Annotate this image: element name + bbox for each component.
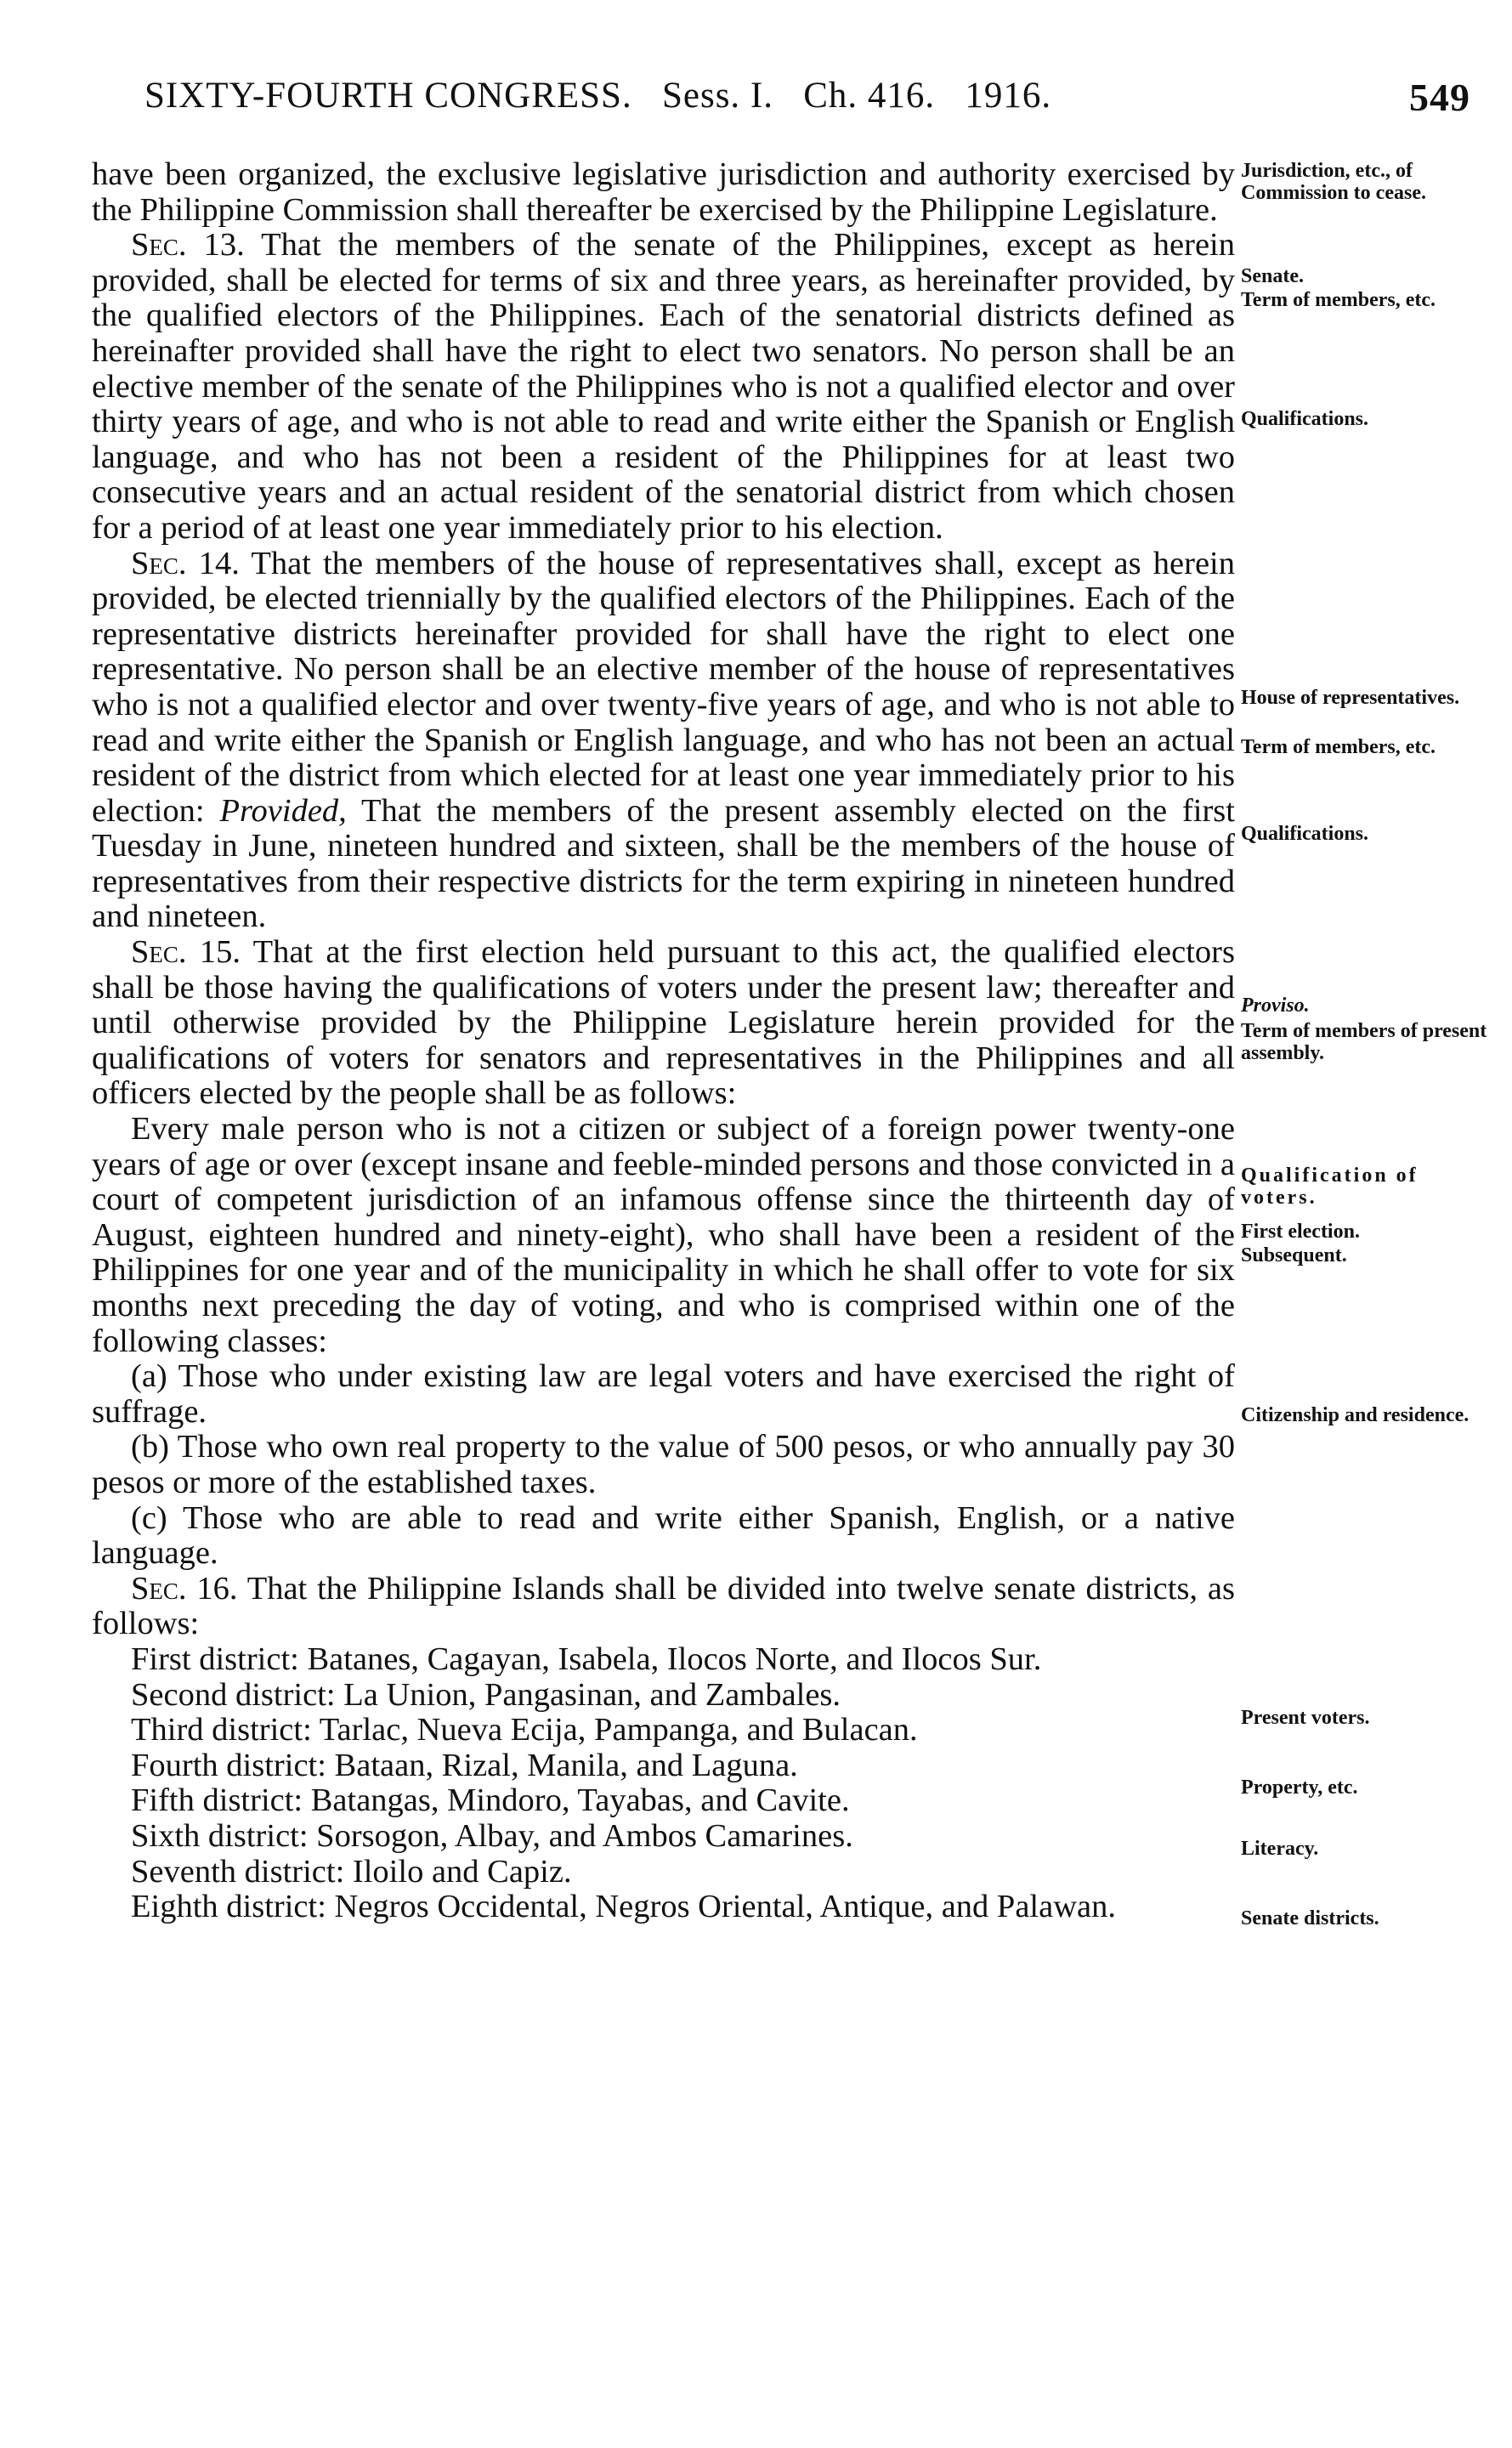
main-text-column [92, 157, 1235, 1925]
paragraph-sec-14: Sec. 14. That the members of the house of representatives shall, except as herein provided, be elected triennially by the qualified electors of the Philippines. Each of the representative districts hereinafter provided for shall have the right to elect one representative. No person shall be an elective member of the house of representatives who is not a qualified elector and over twenty-five years of age, and who is not able to read and write either the Spanish or English language, and who has not been an actual resident of the district from which elected for at least one year immediately prior to his election: Provided, That the members of the present assembly elected on the first Tuesday in June, nineteen hundred and sixteen, shall be the members of the house of representatives from their respective districts for the term expiring in nineteen hundred and nineteen. [92, 545, 1235, 935]
district-seventh: Seventh district: Iloilo and Capiz. [131, 1853, 572, 1890]
margin-note: Citizenship and residence. [1241, 1404, 1470, 1426]
proviso-word: Provided, [219, 792, 347, 829]
paragraph-voter-requirements: Every male person who is not a citizen or subject of a foreign power twenty-one years of age or over (except insane and feeble-minded persons and those convicted in a court of competent jurisdiction of an infamous offense since the thirteenth day of August, eighteen hundred and ninety-eight), who shall have been a resident of the Philippines for one year and of the municipality in which he shall offer to vote for six months next preceding the day of voting, and who is comprised within one of the following classes: [92, 1111, 1235, 1359]
section-number: Sec. 16. [131, 1570, 238, 1606]
running-head-text: SIXTY-FOURTH CONGRESS. Sess. I. Ch. 416. 1916. [144, 76, 1052, 116]
paragraph-continuation: have been organized, the exclusive legislative jurisdiction and authority exercised by the Philippine Commission shall thereafter be exercised by the Philippine Legislature. [92, 156, 1235, 228]
margin-note: Term of members of present assembly. [1241, 1020, 1487, 1064]
paragraph-class-c: (c) Those who are able to read and write either Spanish, English, or a native language. [92, 1499, 1235, 1572]
margin-note: First election. [1241, 1221, 1360, 1243]
margin-note: Present voters. [1241, 1707, 1370, 1729]
district-eighth: Eighth district: Negros Occidental, Negros Oriental, Antique, and Palawan. [131, 1889, 1116, 1925]
margin-note: Qualification of voters. [1241, 1164, 1419, 1209]
margin-note: Property, etc. [1241, 1776, 1358, 1799]
margin-note: Senate. [1241, 265, 1304, 287]
margin-note: Literacy. [1241, 1838, 1319, 1860]
section-number: Sec. 13. [131, 227, 245, 264]
district-fourth: Fourth district: Bataan, Rizal, Manila, and Laguna. [131, 1747, 798, 1783]
margin-note: House of representatives. [1241, 687, 1460, 709]
margin-note: Term of members, etc. [1241, 289, 1436, 311]
margin-note: Subsequent. [1241, 1244, 1347, 1266]
paragraph-class-a: (a) Those who under existing law are legal voters and have exercised the right of suffrage. [92, 1358, 1235, 1430]
district-sixth: Sixth district: Sorsogon, Albay, and Ambos Camarines. [131, 1817, 853, 1854]
section-number: Sec. 15. [131, 934, 241, 971]
running-header [144, 75, 1496, 126]
margin-note: Jurisdiction, etc., of Commission to cease. [1241, 160, 1426, 204]
margin-note: Proviso. [1241, 994, 1310, 1017]
margin-note: Term of members, etc. [1241, 736, 1436, 758]
district-second: Second district: La Union, Pangasinan, and Zambales. [131, 1676, 841, 1713]
paragraph-sec-15: Sec. 15. That at the first election held pursuant to this act, the qualified electors shall be those having the qualifications of voters under the present law; thereafter and until otherwise provided by the Philippine Legislature herein provided for the qualifications of voters for senators and representatives in the Philippines and all officers elected by the people shall be as follows: [92, 934, 1235, 1112]
district-third: Third district: Tarlac, Nueva Ecija, Pampanga, and Bulacan. [131, 1712, 918, 1748]
margin-note: Senate districts. [1241, 1907, 1379, 1930]
district-fifth: Fifth district: Batangas, Mindoro, Tayabas, and Cavite. [131, 1782, 850, 1819]
page-number: 549 [1409, 76, 1470, 119]
margin-note: Qualifications. [1241, 408, 1369, 430]
margin-note: Qualifications. [1241, 823, 1369, 845]
section-number: Sec. 14. [131, 545, 240, 581]
paragraph-sec-16: Sec. 16. That the Philippine Islands shall be divided into twelve senate districts, as follows: [92, 1570, 1235, 1642]
district-first: First district: Batanes, Cagayan, Isabela, Ilocos Norte, and Ilocos Sur. [131, 1640, 1042, 1677]
paragraph-class-b: (b) Those who own real property to the value of 500 pesos, or who annually pay 30 pesos or more of the established taxes. [92, 1429, 1235, 1500]
paragraph-sec-13: Sec. 13. That the members of the senate of the Philippines, except as herein provided, shall be elected for terms of six and three years, as hereinafter provided, by the qualified electors of the Philippines. Each of the senatorial districts defined as hereinafter provided shall have the right to elect two senators. No person shall be an elective member of the senate of the Philippines who is not a qualified elector and over thirty years of age, and who is not able to read and write either the Spanish or English language, and who has not been a resident of the Philippines for at least two consecutive years and an actual resident of the senatorial district from which chosen for a period of at least one year immediately prior to his election. [92, 227, 1235, 546]
